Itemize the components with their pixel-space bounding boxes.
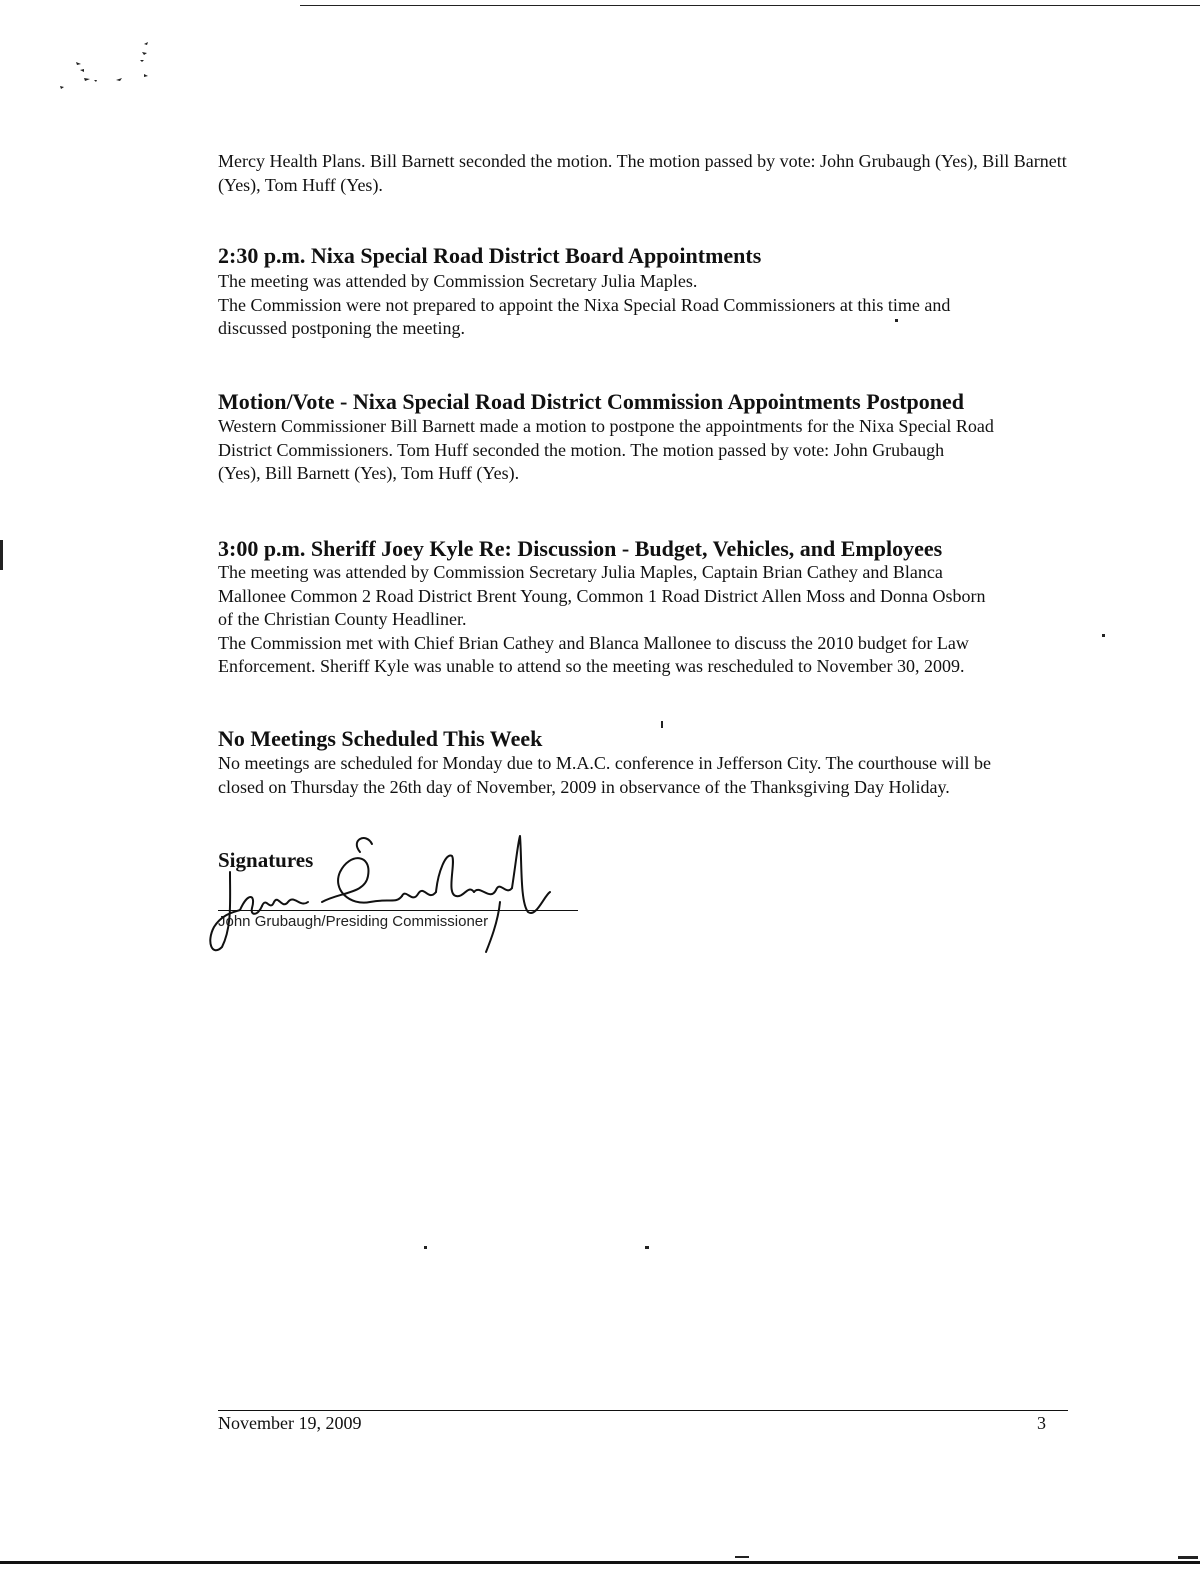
section-body-nixa-board-appointments <box>218 270 1078 341</box>
section-heading-sheriff-discussion: 3:00 p.m. Sheriff Joey Kyle Re: Discussion - Budget, Vehicles, and Employees <box>218 536 943 561</box>
scan-speck <box>735 1556 749 1558</box>
body-line: of the Christian County Headliner. <box>218 609 467 629</box>
section-body-sheriff-discussion <box>218 561 1078 679</box>
section-heading-motion-vote-postponed: Motion/Vote - Nixa Special Road District Commission Appointments Postponed <box>218 389 964 414</box>
body-line: Enforcement. Sheriff Kyle was unable to attend so the meeting was rescheduled to November 30, 2009. <box>218 656 965 676</box>
scan-speck <box>645 1246 649 1249</box>
header-rule <box>300 5 1200 6</box>
scan-speck <box>1102 634 1105 637</box>
section-heading-nixa-board-appointments: 2:30 p.m. Nixa Special Road District Board Appointments <box>218 243 762 268</box>
section-body-motion-vote-postponed <box>218 415 1078 486</box>
scan-speck <box>661 721 663 728</box>
scan-speck <box>895 319 898 322</box>
handwritten-signature <box>200 832 580 962</box>
scan-speck <box>0 540 3 570</box>
page-number: 3 <box>1037 1413 1046 1433</box>
body-line: closed on Thursday the 26th day of November, 2009 in observance of the Thanksgiving Day Holiday. <box>218 776 950 797</box>
scan-speck <box>424 1246 427 1249</box>
body-line: No meetings are scheduled for Monday due to M.A.C. conference in Jefferson City. The courthouse will be <box>218 753 991 773</box>
section-body-no-meetings <box>218 752 1078 799</box>
scan-speck <box>1178 1556 1198 1559</box>
body-line: District Commissioners. Tom Huff seconded the motion. The motion passed by vote: John Grubaugh <box>218 439 945 460</box>
body-line: The Commission were not prepared to appoint the Nixa Special Road Commissioners at this time and <box>218 294 951 315</box>
footer-date: November 19, 2009 <box>218 1413 362 1433</box>
body-line: Mallonee Common 2 Road District Brent Young, Common 1 Road District Allen Moss and Donna Osborn <box>218 585 986 606</box>
carryover-paragraph: Mercy Health Plans. Bill Barnett seconded the motion. The motion passed by vote: John Grubaugh (Yes), Bill Barnett (Yes), Tom Huff (Yes). <box>218 151 1067 195</box>
body-line: discussed postponing the meeting. <box>218 318 465 338</box>
bottom-edge-rule <box>0 1561 1200 1564</box>
scan-speck-marks <box>50 38 170 98</box>
body-line: The meeting was attended by Commission Secretary Julia Maples. <box>218 271 698 291</box>
body-line: (Yes), Bill Barnett (Yes), Tom Huff (Yes). <box>218 463 520 483</box>
signer-caption: John Grubaugh/Presiding Commissioner <box>218 913 489 930</box>
body-line: Western Commissioner Bill Barnett made a motion to postpone the appointments for the Nixa Special Road <box>218 416 994 436</box>
body-line: The Commission met with Chief Brian Cathey and Blanca Mallonee to discuss the 2010 budget for Law <box>218 632 969 653</box>
signatures-heading: Signatures <box>218 848 314 872</box>
footer-rule <box>218 1410 1068 1411</box>
section-heading-no-meetings: No Meetings Scheduled This Week <box>218 726 543 751</box>
body-line: The meeting was attended by Commission Secretary Julia Maples, Captain Brian Cathey and Blanca <box>218 562 943 582</box>
